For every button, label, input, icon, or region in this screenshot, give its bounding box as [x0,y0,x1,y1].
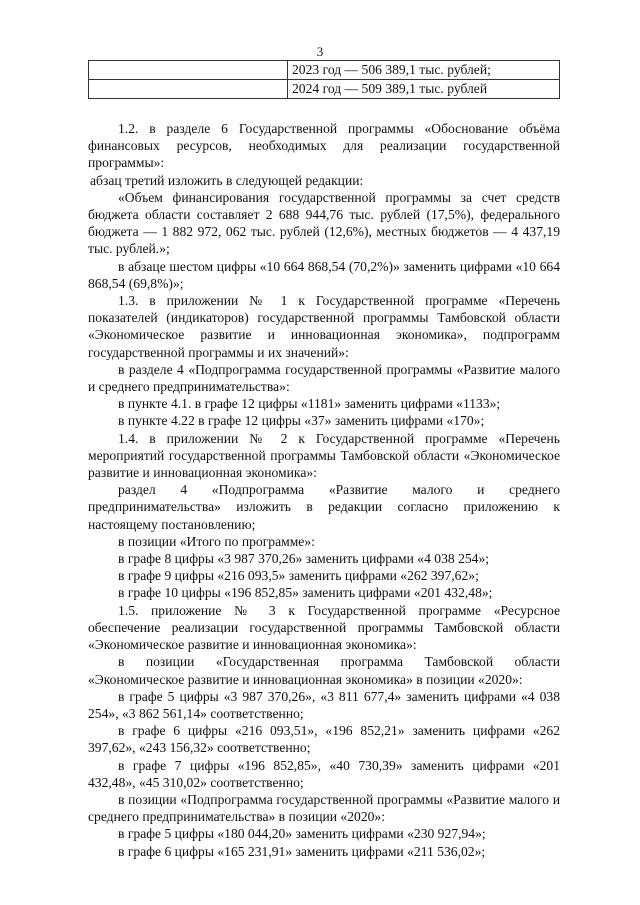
paragraph-1-3: 1.3. в приложении № 1 к Государственной программе «Перечень показателей (индикаторов) государственной программы Тамбовской области «Экономическое развитие и инновационная экономика», подпрограмм государственной программы и их значений»: [88,293,560,360]
paragraph-grafa-8: в графе 8 цифры «3 987 370,26» заменить цифрами «4 038 254»; [118,551,490,567]
paragraph-1-4: 1.4. в приложении № 2 к Государственной программе «Перечень мероприятий государственной программы Тамбовской области «Экономическое развитие и инновационная экономика»: [88,430,560,481]
paragraph-grafa-6-sub: в графе 6 цифры «165 231,91» заменить цифрами «211 536,02»; [118,843,486,859]
paragraph-grafa-9: в графе 9 цифры «216 093,5» заменить цифрами «262 397,62»; [118,568,479,584]
paragraph-grafa-5-sub: в графе 5 цифры «180 044,20» заменить цифрами «230 927,94»; [118,826,486,842]
table-cell-2023: 2023 год — 506 389,1 тыс. рублей; [288,61,560,80]
paragraph-section-4: в разделе 4 «Подпрограмма государственной программы «Развитие малого и среднего предпринимательства»: [88,361,560,395]
page-number: 3 [316,44,324,59]
table-cell-empty [89,80,288,99]
paragraph-abzac-6: в абзаце шестом цифры «10 664 868,54 (70,2%)» заменить цифрами «10 664 868,54 (69,8%)»; [88,258,560,291]
document-body [88,120,560,860]
table-cell-2024: 2024 год — 509 389,1 тыс. рублей [288,80,560,99]
paragraph-grafa-10: в графе 10 цифры «196 852,85» заменить цифрами «201 432,48»; [118,585,493,601]
paragraph-1-2: 1.2. в разделе 6 Государственной программы «Обоснование объёма финансовых ресурсов, необходимых для реализации государственной программы»: [88,121,560,171]
paragraph-grafa-5: в графе 5 цифры «3 987 370,26», «3 811 677,4» заменить цифрами «4 038 254», «3 862 561,14» соответственно; [88,688,560,721]
paragraph-1-5: 1.5. приложение № 3 к Государственной программе «Ресурсное обеспечение реализации государственной программы Тамбовской области «Экономическое развитие и инновационная экономика»: [88,602,560,653]
paragraph-abzac: абзац третий изложить в следующей редакции: [90,172,364,188]
paragraph-grafa-6: в графе 6 цифры «216 093,51», «196 852,21» заменить цифрами «262 397,62», «243 156,32» соответственно; [88,723,560,756]
table-row [89,61,560,80]
paragraph-itogo: в позиции «Итого по программе»: [118,533,315,549]
paragraph-razdel-4: раздел 4 «Подпрограмма «Развитие малого и среднего предпринимательства» изложить в редакции согласно приложению к настоящему постановлению; [88,482,560,532]
paragraph-item-4-22: в пункте 4.22 в графе 12 цифры «37» заменить цифрами «170»; [118,413,485,429]
table-row [89,80,560,99]
paragraph-grafa-7: в графе 7 цифры «196 852,85», «40 730,39» заменить цифрами «201 432,48», «45 310,02» соответственно; [88,757,560,790]
funding-table [88,60,560,99]
paragraph-item-4-1: в пункте 4.1. в графе 12 цифры «1181» заменить цифрами «1133»; [118,396,501,412]
paragraph-position-gp: в позиции «Государственная программа Тамбовской области «Экономическое развитие и инновационная экономика» в позиции «2020»: [88,654,560,687]
paragraph-position-sub: в позиции «Подпрограмма государственной программы «Развитие малого и среднего предпринимательства» в позиции «2020»: [88,791,560,825]
paragraph-quote: «Объем финансирования государственной программы за счет средств бюджета области составляет 2 688 944,76 тыс. рублей (17,5%), федерального бюджета — 1 882 972, 062 тыс. рублей (12,6%), местных бюджетов — 4 437,19 тыс. рублей.»; [88,189,560,257]
table-cell-empty [89,61,288,80]
